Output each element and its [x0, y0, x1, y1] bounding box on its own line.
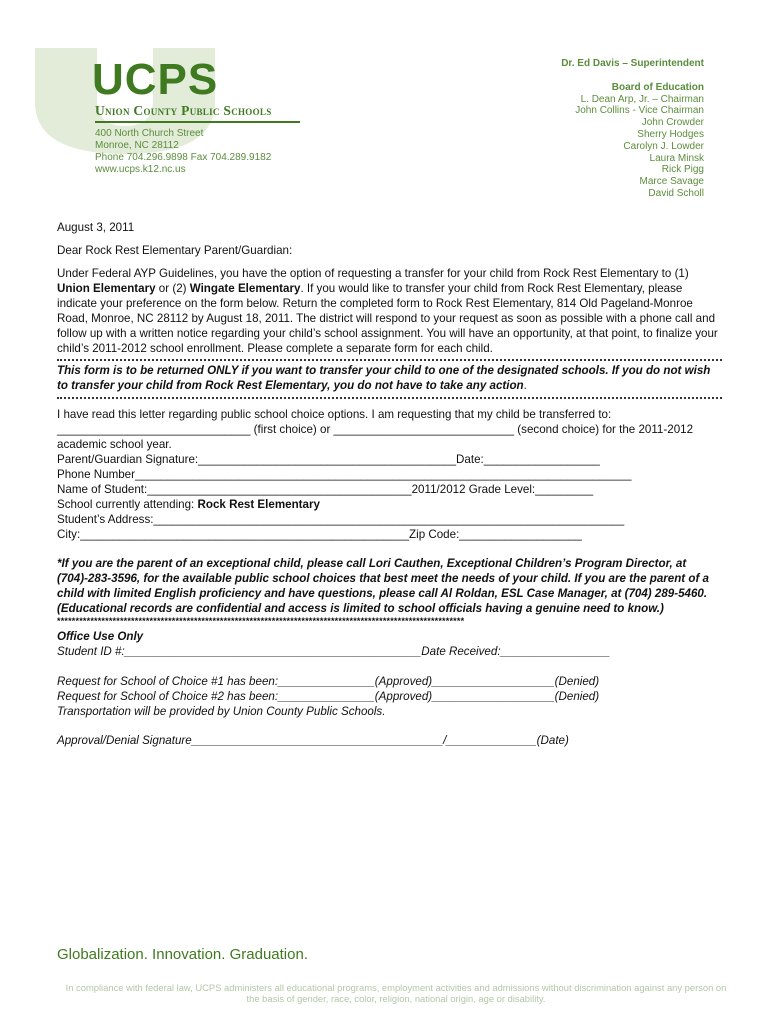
ucps-logo-wordmark: UCPS — [92, 55, 219, 104]
board-member: Laura Minsk — [649, 152, 704, 164]
board-title: Board of Education — [611, 81, 704, 93]
district-address — [95, 128, 271, 176]
board-member: John Collins - Vice Chairman — [575, 105, 704, 117]
choice2-decision[interactable]: Request for School of Choice #2 has been:_______________(Approved)___________________(Denied) — [57, 690, 600, 703]
board-member: David Scholl — [648, 187, 704, 199]
board-member: Rick Pigg — [661, 164, 704, 176]
letter-date: August 3, 2011 — [57, 221, 135, 234]
district-tagline: Globalization. Innovation. Graduation. — [57, 946, 308, 963]
current-school: School currently attending: Rock Rest Elementary — [57, 498, 320, 511]
compliance-statement: In compliance with federal law, UCPS administers all educational programs, employment activities and admissions without discrimination against any person on the basis of gender, race, color, religion, national origin, age or disability. — [65, 982, 727, 1004]
approval-signature-field[interactable]: Approval/Denial Signature_______________________________________/______________(Date) — [57, 734, 569, 747]
city-zip-field[interactable]: City:___________________________________________________Zip Code:___________________ — [57, 528, 582, 541]
school-option-1: Union Elementary — [57, 282, 156, 295]
board-member: L. Dean Arp, Jr. – Chairman — [580, 93, 704, 105]
return-warning: This form is to be returned ONLY if you want to transfer your child to one of the designated schools. If you do not wish to transfer your child from Rock Rest Elementary, you do not have to take any action. — [57, 364, 711, 392]
current-school-value: Rock Rest Elementary — [197, 498, 320, 511]
address-street: 400 North Church Street — [95, 128, 204, 139]
exceptional-child-notice: *If you are the parent of an exceptional child, please call Lori Cauthen, Exceptional Children’s Program Director, at (704)-283-3596, for the available public school choices that best meet the needs of your child. If you are the parent of a child with limited English proficiency and have questions, please call Al Roldan, ESL Case Manager, at (704) 289-5460. (Educational records are confidential and access is limited to school officials having a genuine need to know.) — [57, 557, 710, 615]
asterisk-divider: ************************************************************************************************************** — [57, 616, 465, 626]
choice1-decision[interactable]: Request for School of Choice #1 has been:_______________(Approved)___________________(Denied) — [57, 675, 600, 688]
office-use-title: Office Use Only — [57, 630, 144, 643]
letter-paragraph: Under Federal AYP Guidelines, you have the option of requesting a transfer for your child from Rock Rest Elementary to (1) Union Elementary or (2) Wingate Elementary. If you would like to transfer your child from Rock Rest Elementary, please indicate your preference on the form below. Return the completed form to Rock Rest Elementary, 814 Old Pageland-Monroe Road, Monroe, NC 28112 by August 18, 2011. The district will respond to your request as soon as possible with a phone call and follow up with a written notice regarding your child’s school assignment. You will have an opportunity, at that point, to finalize your child’s 2011-2012 school enrollment. Please complete a separate form for each child. — [57, 267, 718, 355]
phone-number-field[interactable]: Phone Number_____________________________________________________________________________ — [57, 468, 632, 481]
parent-signature-field[interactable]: Parent/Guardian Signature:________________________________________Date:__________________ — [57, 453, 600, 466]
dotted-divider — [57, 397, 722, 399]
ucps-logo-subtitle: Union County Public Schools — [95, 103, 272, 118]
board-member: Carolyn J. Lowder — [623, 140, 704, 152]
school-option-2: Wingate Elementary — [189, 282, 301, 295]
address-phone: Phone 704.296.9898 Fax 704.289.9182 — [95, 152, 272, 163]
board-member: Sherry Hodges — [637, 128, 704, 140]
transportation-note: Transportation will be provided by Union County Public Schools. — [57, 705, 386, 718]
student-id-field[interactable]: Student ID #:______________________________________________Date Received:_________________ — [57, 645, 611, 658]
board-member: John Crowder — [641, 117, 704, 129]
board-list — [561, 58, 704, 200]
logo-divider — [95, 121, 300, 123]
student-address-field[interactable]: Student’s Address:_________________________________________________________________________ — [57, 513, 625, 526]
address-website: www.ucps.k12.nc.us — [95, 164, 186, 175]
form-intro: I have read this letter regarding public school choice options. I am requesting that my child be transferred to: — [57, 408, 612, 421]
board-member: Marce Savage — [639, 176, 704, 188]
salutation: Dear Rock Rest Elementary Parent/Guardian: — [57, 244, 293, 257]
dotted-divider — [57, 359, 722, 361]
school-choice-field[interactable]: ______________________________ (first choice) or ____________________________ (second choice) for the 2011-2012 academic school year. — [57, 423, 694, 451]
address-city: Monroe, NC 28112 — [95, 140, 179, 151]
superintendent: Dr. Ed Davis – Superintendent — [561, 58, 704, 69]
student-name-field[interactable]: Name of Student:_________________________________________2011/2012 Grade Level:_________ — [57, 483, 594, 496]
letter-body — [57, 220, 722, 748]
